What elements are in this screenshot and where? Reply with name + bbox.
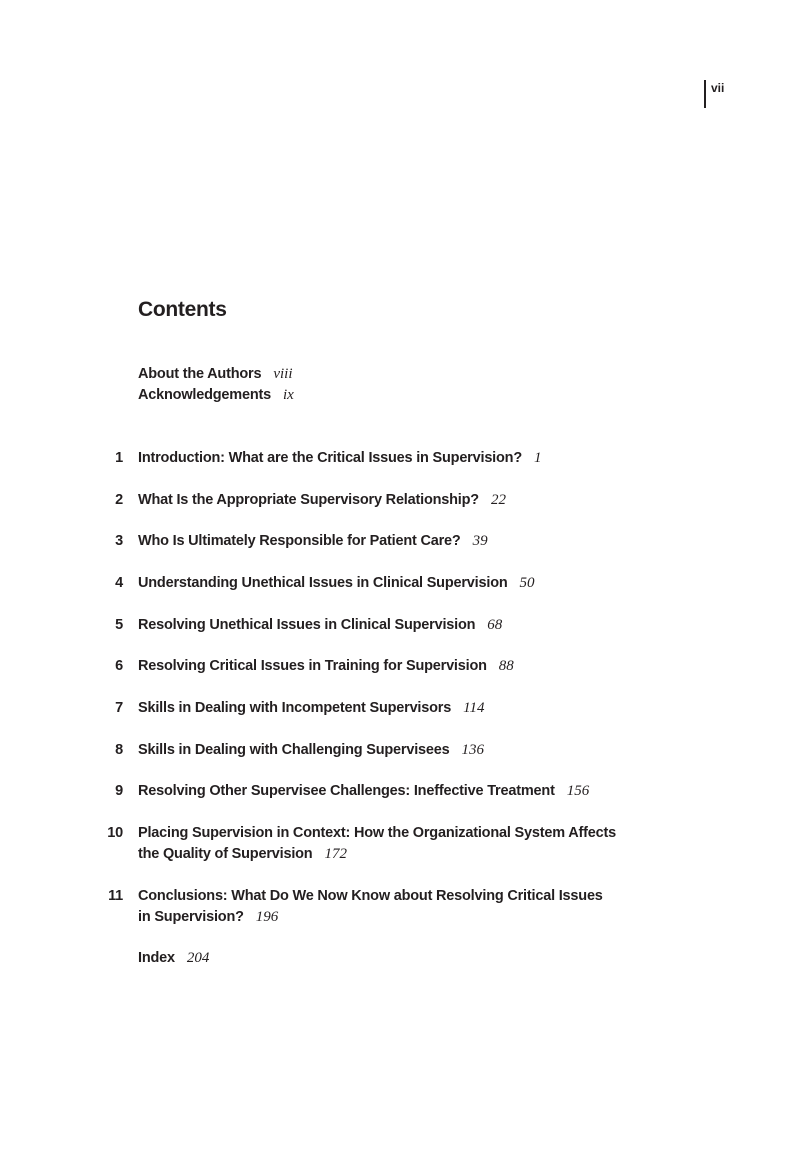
chapter-title-line-1: Conclusions: What Do We Now Know about Resolving Critical Issues — [138, 888, 603, 904]
toc-entry-title: About the Authors — [138, 366, 262, 382]
chapter-page: 196 — [255, 909, 279, 925]
chapter-title: Introduction: What are the Critical Issues in Supervision? — [138, 450, 522, 466]
toc-entry-title: Index — [138, 950, 175, 966]
toc-chapter-6[interactable] — [96, 656, 656, 677]
toc-chapter-5[interactable] — [96, 615, 656, 636]
chapter-number: 9 — [115, 783, 123, 799]
chapter-title: Resolving Other Supervisee Challenges: Ineffective Treatment — [138, 783, 555, 799]
chapter-number: 1 — [115, 450, 123, 466]
chapter-number: 2 — [115, 492, 123, 508]
chapter-page: 172 — [324, 846, 347, 862]
chapter-title-line-2: the Quality of Supervision — [138, 846, 313, 862]
chapter-number: 4 — [115, 575, 123, 591]
chapter-page: 22 — [490, 492, 506, 508]
toc-entry-page: ix — [282, 387, 294, 403]
toc-entry-page: viii — [273, 366, 293, 382]
toc-chapter-11[interactable] — [96, 886, 656, 928]
chapter-title: Who Is Ultimately Responsible for Patient Care? — [138, 533, 461, 549]
chapter-number: 10 — [107, 825, 123, 841]
chapter-title-line-2: in Supervision? — [138, 909, 244, 925]
chapter-number: 7 — [115, 700, 123, 716]
chapter-number: 11 — [108, 888, 123, 904]
page-number-rule — [704, 80, 706, 108]
toc-chapter-2[interactable] — [96, 490, 656, 511]
chapter-page: 156 — [566, 783, 590, 799]
toc-entry-acknowledgements[interactable] — [138, 385, 294, 405]
chapter-page: 114 — [463, 700, 485, 716]
chapter-title: Resolving Critical Issues in Training for Supervision — [138, 658, 487, 674]
chapter-page: 50 — [519, 575, 535, 591]
chapter-page: 88 — [498, 658, 514, 674]
toc-entry-title: Acknowledgements — [138, 387, 271, 403]
toc-chapter-10[interactable] — [96, 823, 656, 865]
chapter-page: 39 — [472, 533, 488, 549]
contents-heading: Contents — [138, 298, 227, 321]
chapter-number: 6 — [115, 658, 123, 674]
chapter-page: 1 — [534, 450, 542, 466]
toc-chapter-4[interactable] — [96, 573, 656, 594]
chapter-title: Skills in Dealing with Challenging Supervisees — [138, 742, 450, 758]
toc-entry-page: 204 — [186, 950, 210, 966]
chapter-title: What Is the Appropriate Supervisory Relationship? — [138, 492, 479, 508]
page-number: vii — [711, 81, 725, 95]
chapter-title: Skills in Dealing with Incompetent Supervisors — [138, 700, 452, 716]
chapter-number: 3 — [115, 533, 123, 549]
toc-chapter-9[interactable] — [96, 781, 656, 802]
toc-chapter-1[interactable] — [96, 448, 656, 469]
chapter-number: 5 — [115, 617, 123, 633]
chapter-title: Understanding Unethical Issues in Clinical Supervision — [138, 575, 508, 591]
toc-entry-about-authors[interactable] — [138, 364, 293, 384]
chapter-title: Resolving Unethical Issues in Clinical Supervision — [138, 617, 476, 633]
chapter-page: 136 — [461, 742, 484, 758]
toc-entry-index[interactable] — [138, 948, 209, 968]
toc-chapter-3[interactable] — [96, 531, 656, 552]
toc-chapter-8[interactable] — [96, 740, 656, 761]
chapter-page: 68 — [487, 617, 503, 633]
chapter-title-line-1: Placing Supervision in Context: How the Organizational System Affects — [138, 825, 616, 841]
toc-chapter-7[interactable] — [96, 698, 656, 719]
chapter-number: 8 — [115, 742, 123, 758]
